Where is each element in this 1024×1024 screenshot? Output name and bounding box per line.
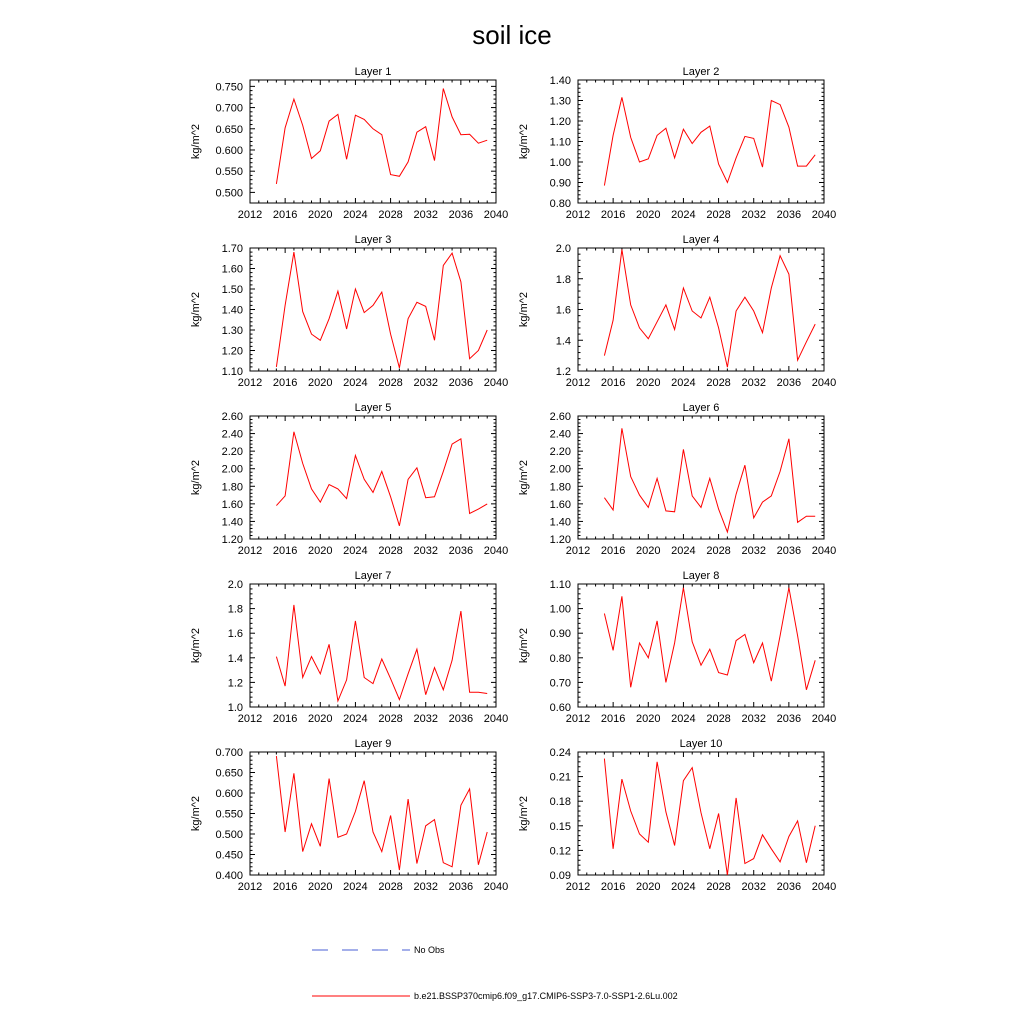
plot-frame bbox=[578, 80, 824, 203]
y-tick-label: 1.40 bbox=[221, 304, 243, 317]
x-tick-label: 2020 bbox=[636, 377, 661, 389]
y-tick-label: 0.80 bbox=[549, 652, 571, 665]
y-tick-label: 0.90 bbox=[549, 177, 571, 190]
x-tick-label: 2036 bbox=[776, 545, 802, 557]
x-tick-label: 2040 bbox=[483, 209, 509, 221]
series-line bbox=[604, 588, 815, 690]
plot-frame bbox=[250, 584, 496, 707]
y-tick-label: 1.30 bbox=[549, 95, 571, 108]
panel-layer-4 bbox=[518, 234, 836, 389]
x-tick-label: 2028 bbox=[706, 881, 731, 893]
panel-layer-2 bbox=[518, 66, 836, 221]
panel-layer-9 bbox=[190, 738, 508, 893]
x-tick-label: 2020 bbox=[636, 545, 661, 557]
series-line bbox=[604, 428, 815, 532]
x-tick-label: 2028 bbox=[706, 545, 731, 557]
series-line bbox=[276, 756, 487, 870]
x-tick-label: 2016 bbox=[272, 377, 298, 389]
y-tick-label: 1.60 bbox=[221, 263, 243, 276]
y-tick-label: 1.2 bbox=[227, 677, 243, 690]
y-tick-label: 1.10 bbox=[221, 366, 243, 378]
x-tick-label: 2028 bbox=[378, 713, 403, 725]
y-tick-label: 1.4 bbox=[555, 335, 571, 348]
y-tick-label: 1.40 bbox=[221, 516, 243, 529]
x-tick-label: 2036 bbox=[776, 377, 802, 389]
x-tick-label: 2024 bbox=[343, 713, 368, 725]
x-tick-label: 2012 bbox=[565, 881, 591, 893]
x-tick-label: 2040 bbox=[811, 209, 837, 221]
x-tick-label: 2024 bbox=[343, 881, 368, 893]
panel-title: Layer 6 bbox=[682, 402, 720, 414]
x-tick-label: 2032 bbox=[741, 209, 766, 221]
y-tick-label: 2.60 bbox=[221, 411, 243, 423]
legend-model-label: b.e21.BSSP370cmip6.f09_g17.CMIP6-SSP3-7.0-SSP1-2.6Lu.002 bbox=[414, 991, 678, 1001]
y-axis-label: kg/m^2 bbox=[518, 795, 530, 832]
x-tick-label: 2020 bbox=[308, 209, 333, 221]
plot-frame bbox=[250, 416, 496, 539]
x-tick-label: 2036 bbox=[448, 545, 474, 557]
y-axis-label: kg/m^2 bbox=[190, 795, 202, 832]
panel-layer-3 bbox=[190, 234, 508, 389]
y-tick-label: 2.0 bbox=[227, 579, 243, 591]
y-tick-label: 2.20 bbox=[221, 446, 243, 459]
y-tick-label: 0.550 bbox=[215, 808, 243, 821]
x-tick-label: 2028 bbox=[378, 377, 403, 389]
y-tick-label: 1.60 bbox=[549, 498, 571, 511]
x-tick-label: 2036 bbox=[776, 881, 802, 893]
y-axis-label: kg/m^2 bbox=[518, 291, 530, 328]
x-tick-label: 2028 bbox=[706, 377, 731, 389]
panel-layer-10 bbox=[518, 738, 836, 893]
panel-title: Layer 4 bbox=[682, 234, 720, 246]
x-tick-label: 2032 bbox=[741, 881, 766, 893]
y-axis-label: kg/m^2 bbox=[518, 459, 530, 496]
y-tick-label: 1.10 bbox=[549, 579, 571, 591]
panels bbox=[190, 66, 836, 893]
y-tick-label: 0.450 bbox=[215, 849, 243, 862]
x-tick-label: 2016 bbox=[272, 881, 298, 893]
x-tick-label: 2024 bbox=[671, 377, 696, 389]
y-tick-label: 0.60 bbox=[549, 702, 571, 714]
y-tick-label: 0.70 bbox=[549, 677, 571, 690]
series-line bbox=[604, 250, 815, 368]
panel-layer-1 bbox=[190, 66, 508, 221]
x-tick-label: 2012 bbox=[237, 545, 263, 557]
y-tick-label: 1.00 bbox=[549, 603, 571, 616]
y-tick-label: 0.500 bbox=[215, 187, 243, 200]
x-tick-label: 2036 bbox=[448, 713, 474, 725]
x-tick-label: 2028 bbox=[706, 209, 731, 221]
y-tick-label: 0.600 bbox=[215, 788, 243, 800]
y-tick-label: 0.700 bbox=[215, 102, 243, 115]
plot-frame bbox=[250, 752, 496, 875]
x-tick-label: 2028 bbox=[706, 713, 731, 725]
y-tick-label: 1.00 bbox=[549, 157, 571, 169]
x-tick-label: 2016 bbox=[600, 545, 626, 557]
x-tick-label: 2020 bbox=[636, 881, 661, 893]
x-tick-label: 2040 bbox=[483, 881, 509, 893]
y-axis-label: kg/m^2 bbox=[518, 627, 530, 664]
plot-frame bbox=[250, 248, 496, 371]
y-tick-label: 0.600 bbox=[215, 144, 243, 157]
x-tick-label: 2016 bbox=[600, 377, 626, 389]
legend-obs-label: No Obs bbox=[414, 945, 445, 955]
y-tick-label: 0.80 bbox=[549, 198, 571, 210]
y-tick-label: 1.6 bbox=[227, 628, 243, 641]
y-axis-label: kg/m^2 bbox=[190, 459, 202, 496]
y-tick-label: 1.20 bbox=[221, 534, 243, 546]
x-tick-label: 2012 bbox=[237, 881, 263, 893]
x-tick-label: 2024 bbox=[671, 545, 696, 557]
x-tick-label: 2040 bbox=[483, 377, 509, 389]
x-tick-label: 2032 bbox=[741, 377, 766, 389]
x-tick-label: 2012 bbox=[237, 377, 263, 389]
series-line bbox=[604, 97, 815, 185]
x-tick-label: 2040 bbox=[811, 377, 837, 389]
y-tick-label: 2.00 bbox=[549, 463, 571, 476]
y-tick-label: 1.30 bbox=[221, 325, 243, 337]
x-tick-label: 2012 bbox=[565, 209, 591, 221]
y-tick-label: 2.0 bbox=[555, 243, 571, 255]
y-tick-label: 0.18 bbox=[549, 796, 571, 809]
x-tick-label: 2016 bbox=[600, 209, 626, 221]
x-tick-label: 2024 bbox=[671, 881, 696, 893]
y-tick-label: 1.20 bbox=[221, 345, 243, 358]
x-tick-label: 2028 bbox=[378, 881, 403, 893]
y-axis-label: kg/m^2 bbox=[190, 123, 202, 160]
y-tick-label: 0.12 bbox=[549, 845, 571, 858]
panel-title: Layer 8 bbox=[682, 570, 720, 582]
series-line bbox=[276, 605, 487, 701]
panel-layer-6 bbox=[518, 402, 836, 557]
x-tick-label: 2016 bbox=[600, 713, 626, 725]
y-tick-label: 1.70 bbox=[221, 243, 243, 255]
y-tick-label: 0.90 bbox=[549, 628, 571, 641]
y-tick-label: 2.40 bbox=[549, 428, 571, 441]
y-tick-label: 2.20 bbox=[549, 446, 571, 459]
x-tick-label: 2012 bbox=[565, 377, 591, 389]
x-tick-label: 2036 bbox=[448, 377, 474, 389]
x-tick-label: 2032 bbox=[413, 545, 438, 557]
plot-frame bbox=[578, 584, 824, 707]
x-tick-label: 2040 bbox=[811, 713, 837, 725]
x-tick-label: 2032 bbox=[413, 377, 438, 389]
y-tick-label: 0.21 bbox=[549, 771, 571, 784]
x-tick-label: 2020 bbox=[308, 713, 333, 725]
y-tick-label: 0.400 bbox=[215, 870, 243, 882]
y-tick-label: 0.700 bbox=[215, 747, 243, 759]
y-tick-label: 1.80 bbox=[221, 481, 243, 494]
x-tick-label: 2020 bbox=[308, 545, 333, 557]
y-tick-label: 0.24 bbox=[549, 747, 571, 759]
x-tick-label: 2040 bbox=[811, 881, 837, 893]
figure-title: soil ice bbox=[472, 20, 552, 50]
x-tick-label: 2012 bbox=[237, 713, 263, 725]
x-tick-label: 2040 bbox=[811, 545, 837, 557]
y-tick-label: 2.40 bbox=[221, 428, 243, 441]
x-tick-label: 2024 bbox=[671, 209, 696, 221]
panel-title: Layer 9 bbox=[354, 738, 392, 750]
y-tick-label: 1.20 bbox=[549, 534, 571, 546]
plot-frame bbox=[578, 416, 824, 539]
y-tick-label: 2.00 bbox=[221, 463, 243, 476]
y-axis-label: kg/m^2 bbox=[190, 291, 202, 328]
panel-title: Layer 10 bbox=[679, 738, 723, 750]
y-tick-label: 0.500 bbox=[215, 829, 243, 841]
y-tick-label: 0.09 bbox=[549, 870, 571, 882]
y-tick-label: 0.650 bbox=[215, 123, 243, 136]
x-tick-label: 2016 bbox=[272, 713, 298, 725]
panel-title: Layer 7 bbox=[354, 570, 392, 582]
y-tick-label: 2.60 bbox=[549, 411, 571, 423]
y-tick-label: 1.60 bbox=[221, 498, 243, 511]
x-tick-label: 2036 bbox=[776, 209, 802, 221]
y-tick-label: 0.550 bbox=[215, 166, 243, 179]
x-tick-label: 2036 bbox=[448, 881, 474, 893]
x-tick-label: 2036 bbox=[776, 713, 802, 725]
x-tick-label: 2016 bbox=[272, 545, 298, 557]
y-tick-label: 1.40 bbox=[549, 516, 571, 529]
y-tick-label: 1.20 bbox=[549, 116, 571, 128]
y-tick-label: 0.15 bbox=[549, 820, 571, 833]
x-tick-label: 2020 bbox=[636, 713, 661, 725]
x-tick-label: 2024 bbox=[343, 209, 368, 221]
panel-title: Layer 1 bbox=[354, 66, 392, 78]
series-line bbox=[276, 252, 487, 368]
x-tick-label: 2024 bbox=[671, 713, 696, 725]
legend bbox=[312, 945, 678, 1001]
x-tick-label: 2028 bbox=[378, 545, 403, 557]
y-tick-label: 1.4 bbox=[227, 652, 243, 665]
series-line bbox=[604, 759, 815, 875]
panel-layer-5 bbox=[190, 402, 508, 557]
y-axis-label: kg/m^2 bbox=[190, 627, 202, 664]
plot-frame bbox=[250, 80, 496, 203]
panel-layer-7 bbox=[190, 570, 508, 725]
x-tick-label: 2016 bbox=[272, 209, 298, 221]
x-tick-label: 2024 bbox=[343, 377, 368, 389]
x-tick-label: 2032 bbox=[413, 209, 438, 221]
x-tick-label: 2012 bbox=[565, 713, 591, 725]
y-tick-label: 1.2 bbox=[555, 366, 571, 378]
y-tick-label: 1.80 bbox=[549, 481, 571, 494]
x-tick-label: 2036 bbox=[448, 209, 474, 221]
x-tick-label: 2032 bbox=[741, 713, 766, 725]
x-tick-label: 2016 bbox=[600, 881, 626, 893]
x-tick-label: 2012 bbox=[237, 209, 263, 221]
panel-title: Layer 3 bbox=[354, 234, 392, 246]
y-tick-label: 1.40 bbox=[549, 75, 571, 87]
x-tick-label: 2032 bbox=[413, 881, 438, 893]
x-tick-label: 2040 bbox=[483, 545, 509, 557]
x-tick-label: 2020 bbox=[636, 209, 661, 221]
y-tick-label: 1.0 bbox=[227, 702, 243, 714]
y-tick-label: 1.10 bbox=[549, 136, 571, 149]
panel-layer-8 bbox=[518, 570, 836, 725]
y-tick-label: 1.50 bbox=[221, 284, 243, 296]
panel-title: Layer 5 bbox=[354, 402, 392, 414]
x-tick-label: 2040 bbox=[483, 713, 509, 725]
y-tick-label: 1.6 bbox=[555, 304, 571, 317]
x-tick-label: 2020 bbox=[308, 377, 333, 389]
series-line bbox=[276, 432, 487, 526]
panel-title: Layer 2 bbox=[682, 66, 720, 78]
y-axis-label: kg/m^2 bbox=[518, 123, 530, 160]
series-line bbox=[276, 89, 487, 184]
x-tick-label: 2012 bbox=[565, 545, 591, 557]
y-tick-label: 1.8 bbox=[227, 603, 243, 616]
x-tick-label: 2032 bbox=[741, 545, 766, 557]
y-tick-label: 0.750 bbox=[215, 81, 243, 94]
x-tick-label: 2028 bbox=[378, 209, 403, 221]
x-tick-label: 2020 bbox=[308, 881, 333, 893]
x-tick-label: 2024 bbox=[343, 545, 368, 557]
y-tick-label: 1.8 bbox=[555, 273, 571, 286]
y-tick-label: 0.650 bbox=[215, 767, 243, 780]
x-tick-label: 2032 bbox=[413, 713, 438, 725]
